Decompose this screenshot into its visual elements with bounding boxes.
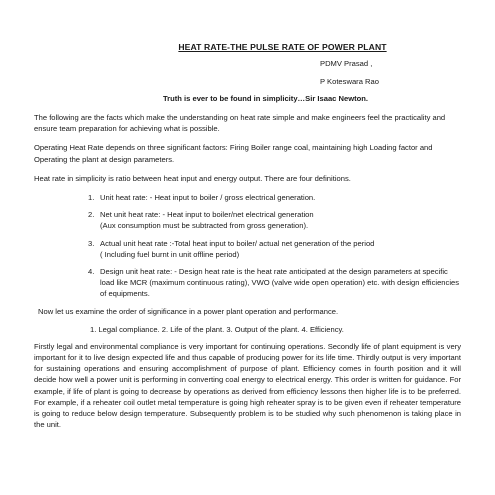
definition-number: 1. [88,193,95,203]
document-title: HEAT RATE-THE PULSE RATE OF POWER PLANT [178,42,387,52]
paragraph-intro: The following are the facts which make the understanding on heat rate simple and make engineers feel the practicality and ensure team preparation for achieving what is possible. [34,113,446,134]
paragraph-explanation: Firstly legal and environmental compliance is very important for continuing operations. Secondly life of plant equipment is very important for it to live design expected life and thus capable of producing power for its life time. Thirdly output is very important for sustaining operations and ensuring accomplishment of purpose of plant. Efficiency comes in fourth position and it will decide how well a power unit is performing in converting coal energy to electrical energy. This order is written for guidance. For example, if life of plant is going to decrease by operations as derived from efficiency lessons then higher life is to be preferred. For example, if a reheater coil outlet metal temperature is going high reheater spray is to be given even if reheater temperature is going to reduce below design temperature. Subsequently problem is to be studied why such phenomenon is taking place in the unit. [34,341,461,430]
author-block [34,58,461,88]
definition-number: 4. [88,267,95,277]
definition-subtext: (Aux consumption must be subtracted from gross generation). [100,221,309,231]
definition-text: Design unit heat rate: - Design heat rate is the heat rate anticipated at the design parameters at specific load like MCR (maximum continuous rating), VWO (valve wide open operation) etc. with design efficiencies of equipments. [100,267,460,299]
definition-text: Net unit heat rate: - Heat input to boiler/net electrical generation [100,210,314,220]
quote-line: Truth is ever to be found in simplicity…Sir Isaac Newton. [162,94,369,103]
definition-number: 3. [88,238,95,248]
author-1: PDMV Prasad , [320,59,373,68]
definition-subtext: ( Including fuel burnt in unit offline period) [100,249,240,259]
paragraph-order-intro: Now let us examine the order of significance in a power plant operation and performance. [38,306,339,316]
definition-item [88,209,461,231]
definitions-list [34,192,461,300]
definition-item [88,192,461,203]
author-2: P Koteswara Rao [320,77,379,86]
definition-item [88,238,461,260]
significance-order: 1. Legal compliance. 2. Life of the plant. 3. Output of the plant. 4. Efficiency. [90,324,344,334]
paragraph-definitions-intro: Heat rate in simplicity is ratio between heat input and energy output. There are four definitions. [34,173,351,183]
definition-number: 2. [88,210,95,220]
definition-text: Unit heat rate: - Heat input to boiler / gross electrical generation. [100,193,316,203]
definition-text: Actual unit heat rate :-Total heat input to boiler/ actual net generation of the period [100,238,375,248]
definition-item [88,266,461,300]
paragraph-factors: Operating Heat Rate depends on three significant factors: Firing Boiler range coal, maintaining high Loading factor and Operating the plant at design parameters. [34,143,433,164]
